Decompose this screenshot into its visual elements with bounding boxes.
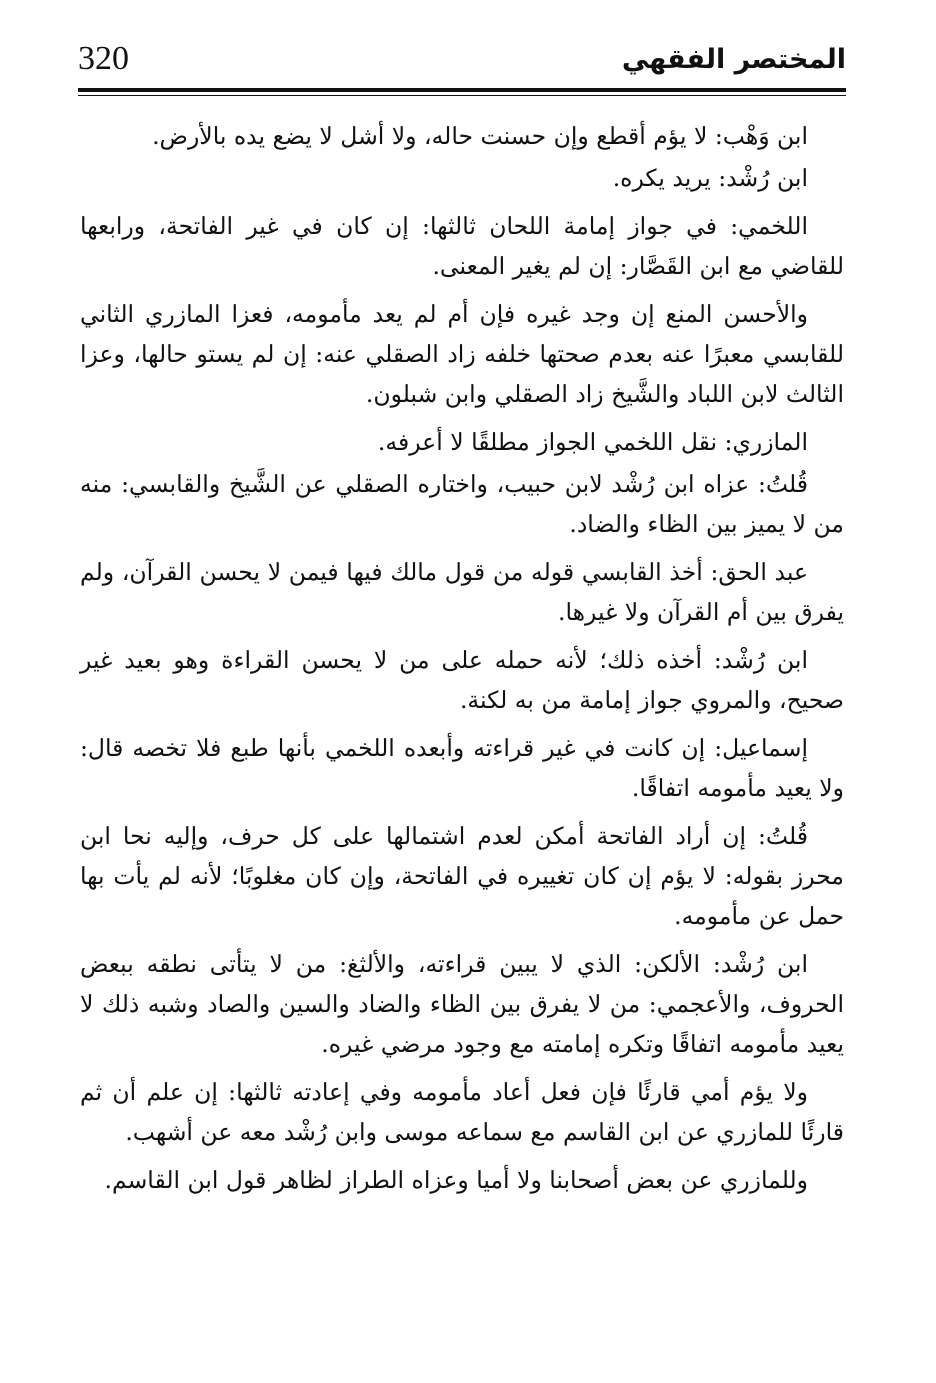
paragraph: عبد الحق: أخذ القابسي قوله من قول مالك فيها فيمن لا يحسن القرآن، ولم يفرق بين أم القرآن ولا غيرها. bbox=[80, 558, 844, 626]
paragraph: اللخمي: في جواز إمامة اللحان ثالثها: إن كان في غير الفاتحة، ورابعها للقاضي مع ابن القَصَّار: إن لم يغير المعنى. bbox=[80, 212, 844, 280]
page-header bbox=[78, 38, 846, 88]
paragraph: وللمازري عن بعض أصحابنا ولا أميا وعزاه الطراز لظاهر قول ابن القاسم. bbox=[104, 1166, 808, 1194]
header-rule-thick bbox=[78, 88, 846, 92]
header-rule-thin bbox=[78, 95, 846, 96]
paragraph: قُلتُ: إن أراد الفاتحة أمكن لعدم اشتمالها على كل حرف، وإليه نحا ابن محرز بقوله: لا يؤم إن كان تغييره في الفاتحة، وإن كان مغلوبًا؛ لأنه لم يأت بها حمل عن مأمومه. bbox=[80, 822, 844, 930]
body-text bbox=[80, 116, 844, 1208]
paragraph: المازري: نقل اللخمي الجواز مطلقًا لا أعرفه. bbox=[377, 428, 808, 456]
page-number: 320 bbox=[78, 40, 129, 77]
book-title: المختصر الفقهي bbox=[621, 44, 846, 75]
paragraph: قُلتُ: عزاه ابن رُشْد لابن حبيب، واختاره الصقلي عن الشَّيخ والقابسي: منه من لا يميز بين الظاء والضاد. bbox=[80, 470, 844, 538]
paragraph: إسماعيل: إن كانت في غير قراءته وأبعده اللخمي بأنها طبع فلا تخصه قال: ولا يعيد مأمومه اتفاقًا. bbox=[80, 734, 844, 802]
paragraph: ابن رُشْد: أخذه ذلك؛ لأنه حمله على من لا يحسن القراءة وهو بعيد غير صحيح، والمروي جواز إمامة من به لكنة. bbox=[80, 646, 844, 714]
paragraph: والأحسن المنع إن وجد غيره فإن أم لم يعد مأمومه، فعزا المازري الثاني للقابسي معبرًا عنه بعدم صحتها خلفه زاد الصقلي عنه: إن لم يستو حالها، وعزا الثالث لابن اللباد والشَّيخ زاد الصقلي وابن شبلون. bbox=[80, 300, 844, 408]
paragraph: ولا يؤم أمي قارئًا فإن فعل أعاد مأمومه وفي إعادته ثالثها: إن علم أن ثم قارئًا للمازري عن ابن القاسم مع سماعه موسى وابن رُشْد معه عن أشهب. bbox=[80, 1078, 844, 1146]
paragraph: ابن رُشْد: يريد يكره. bbox=[612, 164, 808, 192]
paragraph: ابن رُشْد: الألكن: الذي لا يبين قراءته، والألثغ: من لا يتأتى نطقه ببعض الحروف، والأعجمي: من لا يفرق بين الظاء والضاد والسين والصاد وشبه ذلك لا يعيد مأمومه اتفاقًا وتكره إمامته مع وجود مرضي غيره. bbox=[80, 950, 844, 1058]
paragraph: ابن وَهْب: لا يؤم أقطع وإن حسنت حاله، ولا أشل لا يضع يده بالأرض. bbox=[152, 122, 808, 150]
